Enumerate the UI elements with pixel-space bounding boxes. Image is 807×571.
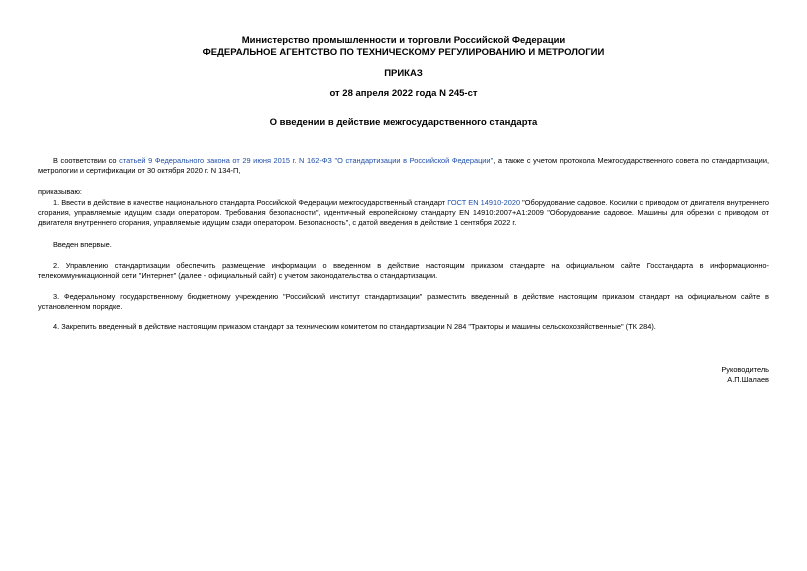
paragraph-1 [38,198,769,229]
paragraph-3: 3. Федеральному государственному бюджетному учреждению "Российский институт стандартизации" разместить введенный в действие настоящим приказом стандарт на официальном сайте в установленном порядке. [38,292,769,312]
order-word: приказываю: [38,187,82,196]
intro-prefix: В соответствии со [53,156,120,165]
order-date-number: от 28 апреля 2022 года N 245-ст [329,88,478,99]
order-subject: О введении в действие межгосударственного стандарта [269,117,538,128]
gost-standard-link[interactable]: ГОСТ EN 14910-2020 [447,198,521,207]
federal-law-link[interactable]: статьей 9 Федерального закона от 29 июня 2015 г. N 162-ФЗ "О стандартизации в Российской Федерации" [119,156,494,165]
p1-suffix: "Оборудование садовое. Косилки с приводом от двигателя внутреннего сгорания, управляемые идущим сзади оператором. Требования безопасности", идентичный европейскому стандарту EN 14910:2007+A1:2009 "Оборудование садовое. Машины для обрезки с приводом от двигателя внутреннего сгорания, управляемые идущим сзади оператором. Безопасность", с датой введения в действие 1 сентября 2022 г. [38,198,769,228]
signature-title: Руководитель [721,365,769,374]
paragraph-4: 4. Закрепить введенный в действие настоящим приказом стандарт за техническим комитетом по стандартизации N 284 "Тракторы и машины сельскохозяйственные" (ТК 284). [53,322,656,331]
intro-paragraph [38,156,769,176]
paragraph-2: 2. Управлению стандартизации обеспечить размещение информации о введенном в действие настоящим приказом стандарте на официальном сайте Госстандарта в информационно-телекоммуникационной сети "Интернет" (далее - официальный сайт) с учетом законодательства о стандартизации. [38,261,769,281]
document-type: ПРИКАЗ [384,68,423,79]
ministry-name: Министерство промышленности и торговли Российской Федерации [241,35,566,46]
p1-prefix: 1. Ввести в действие в качестве национального стандарта Российской Федерации межгосударственный стандарт [53,198,448,207]
signature-name: А.П.Шалаев [727,375,769,384]
intro-suffix: , а также с учетом протокола Межгосударственного совета по стандартизации, метрологии и сертификации от 30 октября 2020 г. N 134-П, [38,156,769,176]
agency-name: ФЕДЕРАЛЬНОЕ АГЕНТСТВО ПО ТЕХНИЧЕСКОМУ РЕГУЛИРОВАНИЮ И МЕТРОЛОГИИ [202,47,605,58]
introduced-first-note: Введен впервые. [53,240,112,249]
